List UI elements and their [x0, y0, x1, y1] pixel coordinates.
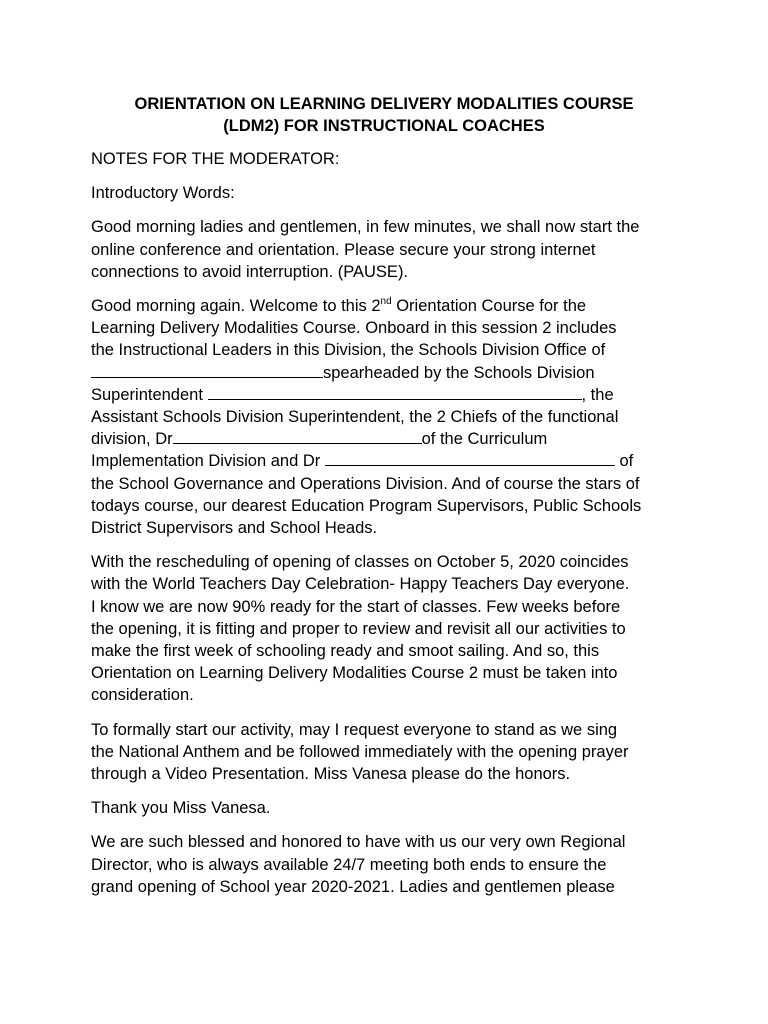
paragraph-anthem — [91, 719, 691, 786]
text-line: Orientation on Learning Delivery Modalities Course 2 must be taken into — [91, 664, 618, 683]
text-segment: Implementation Division and Dr — [91, 452, 325, 471]
text-line — [91, 428, 691, 450]
text-segment: Good morning again. Welcome to this 2 — [91, 297, 381, 316]
text-segment: Superintendent — [91, 385, 208, 404]
text-segment: of — [614, 452, 634, 471]
text-line — [91, 450, 691, 472]
text-line: the Instructional Leaders in this Division, the Schools Division Office of — [91, 341, 606, 360]
paragraph-introduction — [91, 295, 691, 539]
paragraph-rescheduling — [91, 551, 691, 706]
document-body — [91, 148, 691, 910]
paragraph-thanks: Thank you Miss Vanesa. — [91, 799, 271, 818]
text-line: make the first week of schooling ready and smoot sailing. And so, this — [91, 642, 600, 661]
text-line: Assistant Schools Division Superintendent, the 2 Chiefs of the functional — [91, 408, 619, 427]
paragraph-welcome — [91, 216, 691, 283]
text-line — [91, 362, 691, 384]
text-line: Good morning ladies and gentlemen, in few minutes, we shall now start the — [91, 218, 640, 237]
text-segment: division, Dr — [91, 430, 173, 449]
text-segment: Orientation Course for the — [391, 297, 587, 316]
text-segment: of the Curriculum — [421, 430, 548, 449]
intro-heading: Introductory Words: — [91, 184, 235, 203]
text-line: the opening, it is fitting and proper to review and revisit all our activities to — [91, 619, 626, 638]
notes-heading: NOTES FOR THE MODERATOR: — [91, 150, 340, 168]
text-line: connections to avoid interruption. (PAUSE). — [91, 262, 409, 281]
text-line: Learning Delivery Modalities Course. Onboard in this session 2 includes — [91, 319, 617, 338]
paragraph-regional-director — [91, 831, 691, 898]
text-line — [91, 295, 691, 317]
text-line: with the World Teachers Day Celebration- Happy Teachers Day everyone. — [91, 575, 630, 594]
office-name-blank — [91, 362, 323, 378]
text-line: We are such blessed and honored to have with us our very own Regional — [91, 833, 626, 852]
text-segment: spearheaded by the Schools Division — [323, 363, 595, 382]
text-line: Director, who is always available 24/7 meeting both ends to ensure the — [91, 855, 607, 874]
text-segment: , the — [581, 385, 614, 404]
text-line: the National Anthem and be followed immediately with the opening prayer — [91, 742, 629, 761]
text-line: online conference and orientation. Please secure your strong internet — [91, 240, 596, 259]
superintendent-name-blank — [208, 384, 582, 400]
text-line: todays course, our dearest Education Program Supervisors, Public Schools — [91, 496, 642, 515]
title-line-1: ORIENTATION ON LEARNING DELIVERY MODALITIES COURSE — [134, 95, 634, 113]
text-line: through a Video Presentation. Miss Vanesa please do the honors. — [91, 765, 571, 784]
document-title — [40, 93, 728, 137]
text-line: the School Governance and Operations Division. And of course the stars of — [91, 474, 640, 493]
text-line: To formally start our activity, may I request everyone to stand as we sing — [91, 720, 618, 739]
text-line — [91, 384, 691, 406]
ordinal-suffix: nd — [380, 296, 392, 308]
text-line: consideration. — [91, 686, 194, 705]
cid-chief-name-blank — [173, 428, 422, 444]
text-line: District Supervisors and School Heads. — [91, 519, 378, 538]
text-line: I know we are now 90% ready for the start of classes. Few weeks before — [91, 597, 621, 616]
text-line: With the rescheduling of opening of classes on October 5, 2020 coincides — [91, 553, 629, 572]
sgod-chief-name-blank — [325, 450, 615, 466]
title-line-2: (LDM2) FOR INSTRUCTIONAL COACHES — [223, 117, 545, 135]
text-line: grand opening of School year 2020-2021. Ladies and gentlemen please — [91, 877, 615, 896]
